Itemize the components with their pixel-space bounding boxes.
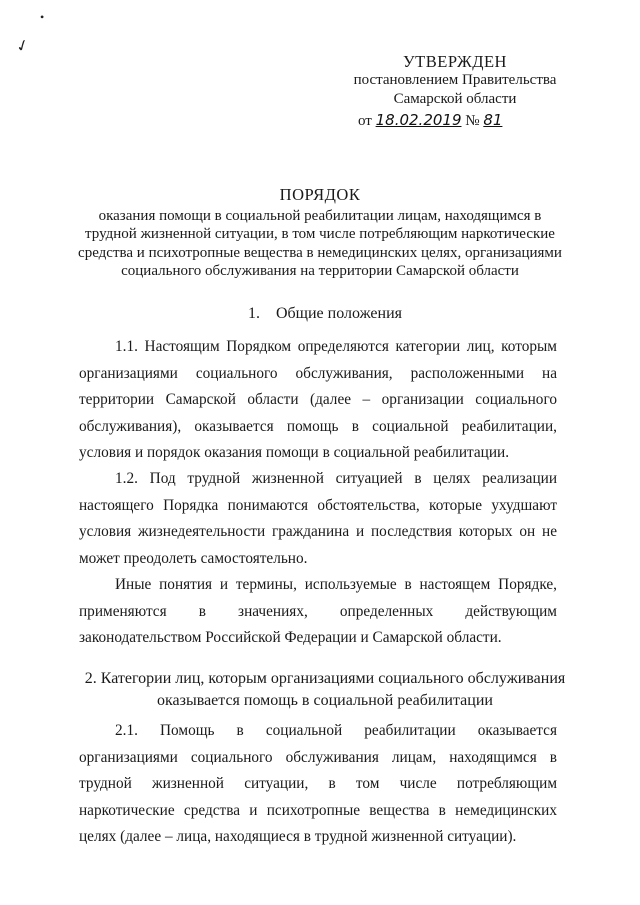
approval-date-row (340, 111, 570, 131)
approval-date: 18.02.2019 (375, 111, 462, 129)
section1-heading: 1. Общие положения (247, 305, 403, 322)
title-main: ПОРЯДОК (279, 185, 361, 204)
section2-heading-line1: 2. Категории лиц, которым организациями социального обслуживания (84, 670, 566, 687)
title-line3: средства и психотропные вещества в немедицинских целях, организациями (78, 244, 562, 261)
approval-line2: Самарской области (393, 91, 517, 107)
title-line1: оказания помощи в социальной реабилитации лицам, находящимся в (98, 207, 542, 224)
paragraph-1-1: 1.1. Настоящим Порядком определяются категории лиц, которым организациями социального обслуживания, расположенными на территории Самарской области (далее – организации социального обслуживания), оказывается помощь в социальной реабилитации, условия и порядок оказания помощи в социальной реабилитации. (79, 338, 557, 461)
paragraph-1-2: 1.2. Под трудной жизненной ситуацией в целях реализации настоящего Порядка понимаются обстоятельства, которые ухудшают условия жизнедеятельности гражданина и последствия которых он не может преодолеть самостоятельно. (79, 470, 557, 567)
scan-mark-dot: • (40, 10, 45, 24)
section2-heading (80, 668, 570, 712)
document-title (70, 186, 570, 281)
approval-line1: постановлением Правительства (353, 72, 557, 88)
scan-mark-tick: ✓ (13, 36, 33, 57)
approval-word: УТВЕРЖДЕН (403, 52, 507, 71)
title-line2: трудной жизненной ситуации, в том числе потребляющим наркотические (85, 226, 555, 242)
approval-number: 81 (483, 111, 503, 129)
section2-heading-line2: оказывается помощь в социальной реабилитации (157, 692, 493, 709)
paragraph-2-1: 2.1. Помощь в социальной реабилитации оказывается организациями социального обслуживания лицам, находящимся в трудной жизненной ситуации, в том числе потребляющим наркотические средства и психотропные вещества в немедицинских целях (далее – лица, находящиеся в трудной жизненной ситуации). (79, 722, 557, 845)
approval-stamp (340, 52, 570, 131)
from-label: от (358, 113, 372, 129)
paragraph-terms: Иные понятия и термины, используемые в настоящем Порядке, применяются в значениях, определенных действующим законодательством Российской Федерации и Самарской области. (79, 576, 557, 646)
title-line4: социального обслуживания на территории Самарской области (121, 263, 519, 279)
number-label: № (465, 113, 480, 129)
